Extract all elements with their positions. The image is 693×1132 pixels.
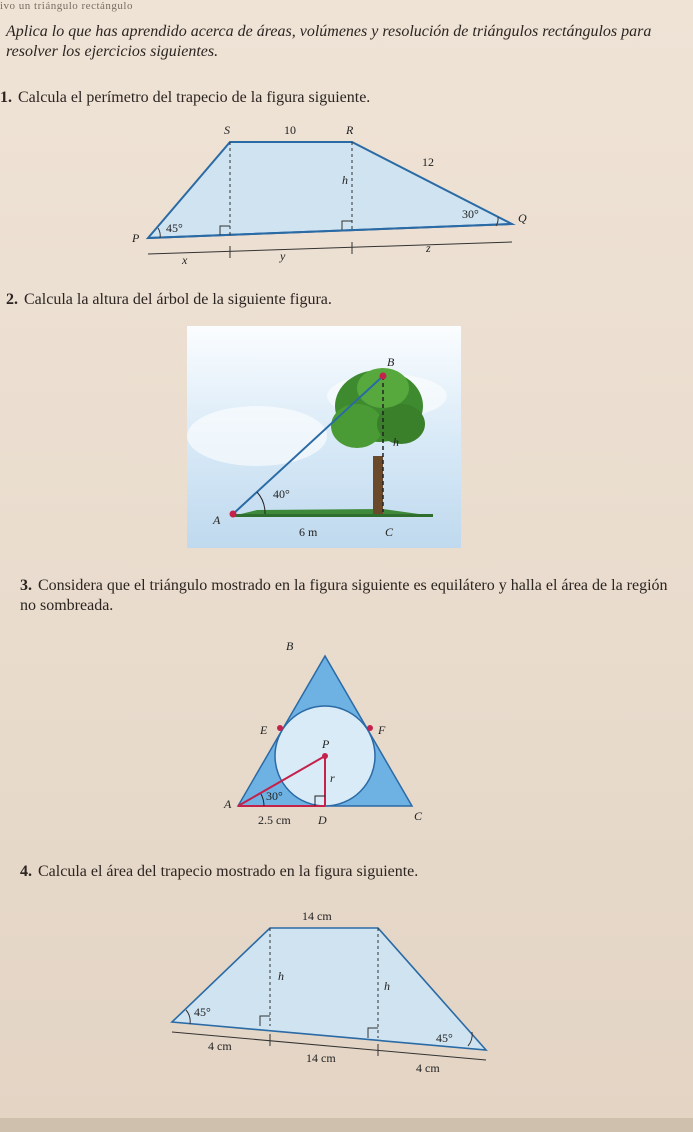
label-angle-30: 30° xyxy=(266,789,283,803)
label-h-left: h xyxy=(278,969,284,983)
triangle-circle-figure-3 xyxy=(218,630,438,830)
question-4: 4. Calcula el área del trapecio mostrado en la figura siguiente. xyxy=(20,863,419,880)
label-side-12: 12 xyxy=(422,155,434,169)
label-angle-45-right: 45° xyxy=(436,1031,453,1045)
intro-text: Aplica lo que has aprendido acerca de áreas, volúmenes y resolución de triángulos rectángulos para resolver los ejercicios siguientes. xyxy=(6,23,652,60)
label-base-6m: 6 m xyxy=(299,525,318,539)
label-R: R xyxy=(346,123,354,137)
trapezoid-figure-4 xyxy=(160,900,500,1090)
label-right-4cm: 4 cm xyxy=(416,1061,440,1075)
label-y: y xyxy=(280,249,286,263)
label-angle-45: 45° xyxy=(166,221,183,235)
label-left-4cm: 4 cm xyxy=(208,1039,232,1053)
page-bottom-edge xyxy=(0,1118,693,1132)
label-F: F xyxy=(378,723,386,737)
label-C: C xyxy=(385,525,394,539)
label-A: A xyxy=(213,513,221,527)
label-B: B xyxy=(286,639,294,653)
trapezoid-figure-1 xyxy=(110,118,540,278)
page-header-cut: ivo un triángulo rectángulo xyxy=(0,0,133,12)
label-base-2-5cm: 2.5 cm xyxy=(258,813,291,827)
label-Q: Q xyxy=(518,211,527,225)
label-mid-14cm: 14 cm xyxy=(306,1051,336,1065)
label-top-10: 10 xyxy=(284,123,296,137)
question-3: 3. Considera que el triángulo mostrado en la figura siguiente es equilátero y halla el área de la región no sombreada. xyxy=(20,577,668,614)
label-h: h xyxy=(393,435,399,449)
label-S: S xyxy=(224,123,230,137)
label-P: P xyxy=(322,737,330,751)
trapezoid-shape xyxy=(148,142,512,238)
tree-figure-2 xyxy=(187,326,461,548)
label-A: A xyxy=(224,797,232,811)
label-h: h xyxy=(342,173,348,187)
label-r: r xyxy=(330,771,335,785)
question-2: 2. Calcula la altura del árbol de la siguiente figura. xyxy=(6,291,332,308)
label-angle-40: 40° xyxy=(273,487,290,501)
question-1: 1. Calcula el perímetro del trapecio de la figura siguiente. xyxy=(0,89,371,106)
label-z: z xyxy=(426,241,431,255)
label-x: x xyxy=(182,253,188,267)
label-B: B xyxy=(387,355,395,369)
label-E: E xyxy=(260,723,268,737)
label-angle-45-left: 45° xyxy=(194,1005,211,1019)
label-h-right: h xyxy=(384,979,390,993)
label-C: C xyxy=(414,809,423,823)
tree-trunk xyxy=(373,456,383,514)
label-D: D xyxy=(318,813,327,827)
label-P: P xyxy=(132,231,140,245)
label-angle-30: 30° xyxy=(462,207,479,221)
label-top-14cm: 14 cm xyxy=(302,909,332,923)
